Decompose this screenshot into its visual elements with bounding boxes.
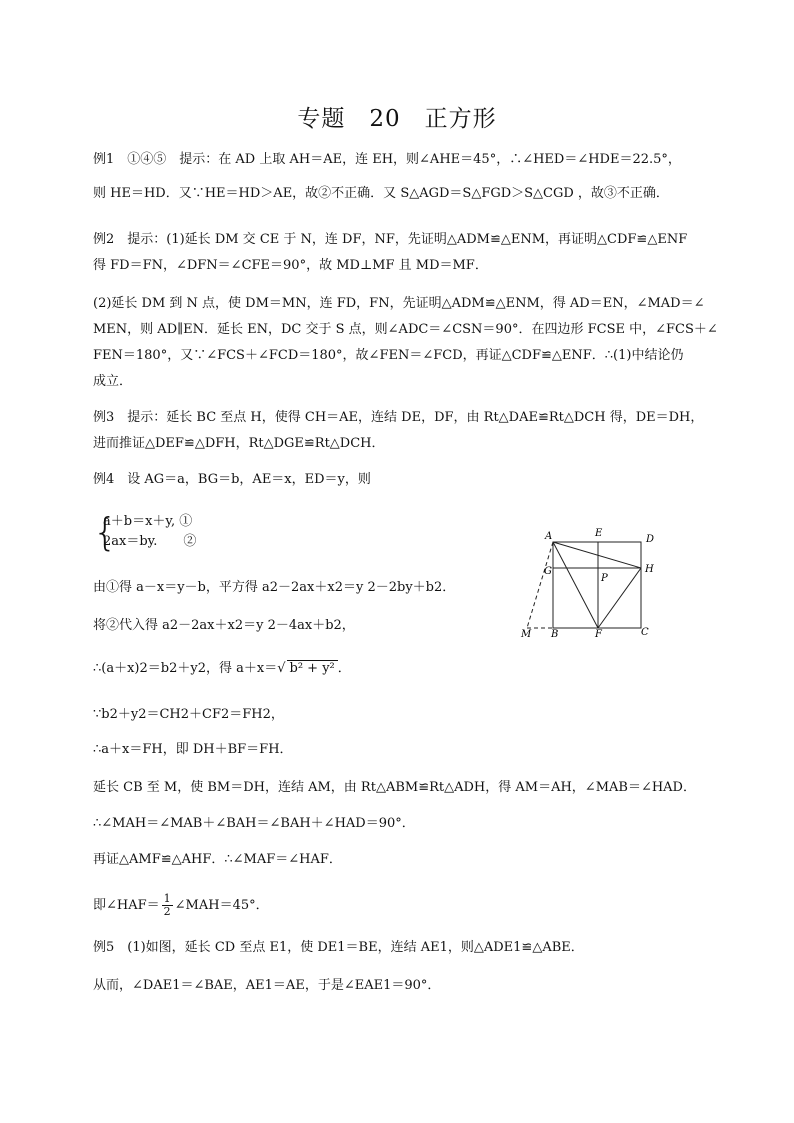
equation-system — [93, 512, 196, 552]
example-2-line-6: 成立． — [93, 374, 133, 389]
example-4-line-3: 将②代入得 a2－2ax＋x2＝y 2－4ax＋b2， — [93, 618, 355, 633]
fraction-numerator: 1 — [163, 892, 171, 905]
segment-ah — [553, 542, 641, 568]
example-3-line-2: 进而推证△DEF≌△DFH，Rt△DGE≌Rt△DCH． — [93, 436, 385, 451]
equation-2: 2ax＝by. ② — [103, 534, 197, 549]
example-2-line-4: MEN，则 AD∥EN．延长 EN，DC 交于 S 点，则∠ADC＝∠CSN＝90°．在四边形 FCSE 中，∠FCS＋∠ — [93, 322, 718, 337]
label-c: C — [641, 627, 649, 638]
segment-af — [553, 542, 598, 628]
line-10-prefix: 即∠HAF＝ — [93, 898, 160, 913]
line-10-suffix: ∠MAH＝45°． — [174, 898, 269, 913]
label-g: G — [544, 566, 552, 577]
example-2-line-3: (2)延长 DM 到 N 点，使 DM＝MN，连 FD，FN，先证明△ADM≌△ENM，得 AD＝EN，∠MAD＝∠ — [93, 296, 705, 311]
example-2-line-2: 得 FD＝FN，∠DFN＝∠CFE＝90°，故 MD⊥MF 且 MD＝MF． — [93, 258, 488, 273]
example-4-line-1: 例4 设 AG＝a，BG＝b，AE＝x，ED＝y，则 — [93, 472, 371, 487]
brace-symbol: { — [93, 510, 118, 554]
example-4-line-6: ∴a＋x＝FH，即 DH＋BF＝FH． — [93, 742, 293, 757]
example-4-line-9: 再证△AMF≌△AHF．∴∠MAF＝∠HAF． — [93, 852, 342, 867]
example-4-line-8: ∴∠MAH＝∠MAB＋∠BAH＝∠BAH＋∠HAD＝90°． — [93, 816, 415, 831]
example-2-line-1: 例2 提示：(1)延长 DM 交 CE 于 N，连 DF，NF，先证明△ADM≌△ENM，再证明△CDF≌△ENF — [93, 232, 688, 247]
example-4-line-4: ∴(a＋x)2＝b2＋y2，得 a＋x＝√ b² + y² ． — [93, 661, 351, 676]
label-d: D — [646, 534, 655, 545]
label-e: E — [595, 528, 603, 539]
line-4-prefix: ∴(a＋x)2＝b2＋y2，得 a＋x＝ — [93, 661, 278, 676]
label-b: B — [551, 629, 559, 640]
example-4-line-5: ∵b2＋y2＝CH2＋CF2＝FH2， — [93, 707, 284, 722]
page-title: 专题 20 正方形 — [297, 106, 497, 132]
example-4-line-10 — [93, 893, 269, 918]
sqrt-expression: b² + y² — [287, 660, 338, 677]
label-f: F — [595, 629, 602, 640]
example-3-line-1: 例3 提示：延长 BC 至点 H，使得 CH＝AE，连结 DE，DF，由 Rt△DAE≌Rt△DCH 得，DE＝DH， — [93, 410, 704, 425]
example-4-line-7: 延长 CB 至 M，使 BM＝DH，连结 AM，由 Rt△ABM≌Rt△ADH，得 AM＝AH，∠MAB＝∠HAD． — [93, 780, 696, 795]
example-2-line-5: FEN＝180°，又∵∠FCS＋∠FCD＝180°，故∠FEN＝∠FCD，再证△CDF≌△ENF．∴(1)中结论仍 — [93, 348, 684, 363]
example-5-line-1: 例5 (1)如图，延长 CD 至点 E1，使 DE1＝BE，连结 AE1，则△ADE1≌△ABE． — [93, 940, 584, 955]
fraction-one-half — [162, 893, 173, 918]
example-5-line-2: 从而，∠DAE1＝∠BAE，AE1＝AE，于是∠EAE1＝90°． — [93, 978, 441, 993]
label-h: H — [645, 564, 654, 575]
example-4-line-2: 由①得 a－x＝y－b，平方得 a2－2ax＋x2＝y 2－2by＋b2． — [93, 580, 456, 595]
fraction-denominator: 2 — [163, 905, 171, 918]
example-1-line-2: 则 HE＝HD．又∵HE＝HD＞AE，故②不正确．又 S△AGD＝S△FGD＞S△CGD ，故③不正确． — [93, 186, 669, 201]
equation-1: a＋b＝x＋y, ① — [103, 514, 193, 529]
label-p: P — [601, 573, 608, 584]
label-m: M — [521, 629, 532, 640]
segment-am-dashed — [527, 542, 553, 628]
line-4-suffix: ． — [337, 661, 351, 676]
example-1-line-1: 例1 ①④⑤ 提示：在 AD 上取 AH＝AE，连 EH，则∠AHE＝45°，∴∠HED＝∠HDE＝22.5°， — [93, 152, 681, 167]
square-geometry-figure — [515, 524, 665, 642]
label-a: A — [545, 531, 553, 542]
